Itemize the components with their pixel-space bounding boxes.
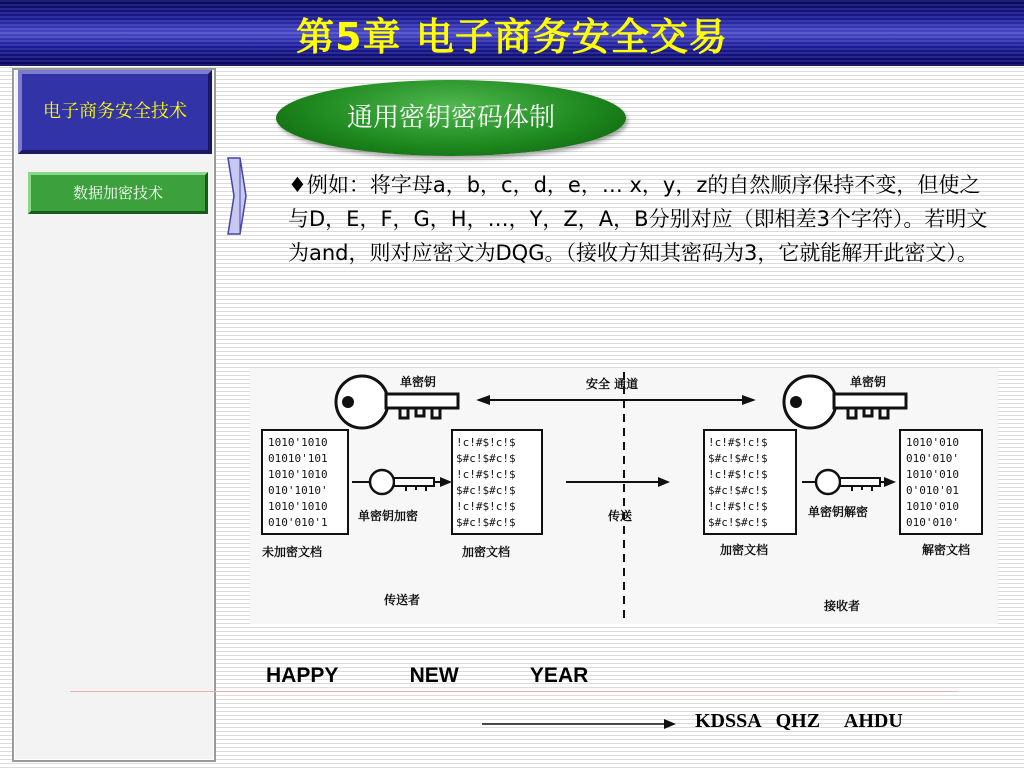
svg-text:!c!#$!c!$: !c!#$!c!$ — [708, 468, 768, 481]
svg-text:$#c!$#c!$: $#c!$#c!$ — [456, 452, 516, 465]
page-title: 第5章 电子商务安全交易 — [296, 15, 728, 59]
svg-text:0'010'01: 0'010'01 — [906, 484, 959, 497]
svg-text:010'010': 010'010' — [906, 516, 959, 529]
unencrypted-doc-label: 未加密文档 — [262, 545, 323, 559]
svg-text:01010'101: 01010'101 — [268, 452, 328, 465]
svg-text:1010'1010: 1010'1010 — [268, 500, 328, 513]
plaintext-example: HAPPY NEW YEAR — [266, 664, 589, 687]
svg-text:010'1010': 010'1010' — [268, 484, 328, 497]
encrypt-label: 单密钥加密 — [358, 509, 419, 523]
key-label-right: 单密钥 — [850, 375, 887, 389]
svg-text:!c!#$!c!$: !c!#$!c!$ — [708, 500, 768, 513]
svg-text:$#c!$#c!$: $#c!$#c!$ — [456, 484, 516, 497]
small-key-icon-encrypt — [370, 470, 434, 494]
sidebar-item-ecommerce-security[interactable]: 电子商务安全技术 — [18, 70, 212, 154]
key-icon-left — [336, 376, 458, 428]
svg-text:1010'010: 1010'010 — [906, 500, 959, 513]
example-paragraph: ♦例如：将字母a，b，c，d，e，… x，y，z的自然顺序保持不变，但使之与D，E，F，G，H，…，Y，Z，A，B分别对应（即相差3个字符）。若明文为and，则对应密文为DQG。（接收方知其密码为3，它就能解开此密文）。 — [288, 173, 988, 265]
small-key-icon-decrypt — [816, 470, 880, 494]
svg-text:1010'1010: 1010'1010 — [268, 436, 328, 449]
receiver-label: 接收者 — [824, 599, 861, 613]
decrypted-document — [900, 430, 982, 534]
encrypted-doc-label-sender: 加密文档 — [462, 545, 511, 559]
svg-text:1010'1010: 1010'1010 — [268, 468, 328, 481]
encrypted-document-receiver — [704, 430, 796, 534]
encrypted-doc-label-receiver: 加密文档 — [720, 543, 769, 557]
ciphertext-example: KDSSA QHZ AHDU — [695, 710, 903, 732]
svg-text:$#c!$#c!$: $#c!$#c!$ — [456, 516, 516, 529]
title-bar — [0, 0, 1024, 66]
svg-text:!c!#$!c!$: !c!#$!c!$ — [708, 436, 768, 449]
svg-text:1010'010: 1010'010 — [906, 468, 959, 481]
encrypted-document-sender — [452, 430, 542, 534]
sidebar-item-data-encryption[interactable]: 数据加密技术 — [28, 172, 208, 214]
svg-text:!c!#$!c!$: !c!#$!c!$ — [456, 468, 516, 481]
divider-line — [70, 691, 958, 692]
secure-channel-label: 安全 通道 — [586, 377, 639, 391]
decrypted-doc-label: 解密文档 — [922, 543, 971, 557]
key-label-left: 单密钥 — [400, 375, 437, 389]
svg-text:010'010'1: 010'010'1 — [268, 516, 328, 529]
svg-text:$#c!$#c!$: $#c!$#c!$ — [708, 516, 768, 529]
sender-label: 传送者 — [384, 593, 421, 607]
svg-text:!c!#$!c!$: !c!#$!c!$ — [456, 500, 516, 513]
key-icon-right — [784, 376, 906, 428]
svg-text:$#c!$#c!$: $#c!$#c!$ — [708, 452, 768, 465]
encryption-arrow-icon — [482, 716, 678, 732]
pointer-arrow-icon — [226, 156, 248, 236]
transmit-label: 传送 — [608, 509, 633, 523]
symmetric-key-diagram — [250, 368, 998, 624]
svg-text:$#c!$#c!$: $#c!$#c!$ — [708, 484, 768, 497]
decrypt-label: 单密钥解密 — [808, 505, 869, 519]
svg-text:!c!#$!c!$: !c!#$!c!$ — [456, 436, 516, 449]
section-heading: 通用密钥密码体制 — [276, 80, 626, 156]
unencrypted-document — [262, 430, 348, 534]
svg-text:010'010': 010'010' — [906, 452, 959, 465]
svg-text:1010'010: 1010'010 — [906, 436, 959, 449]
